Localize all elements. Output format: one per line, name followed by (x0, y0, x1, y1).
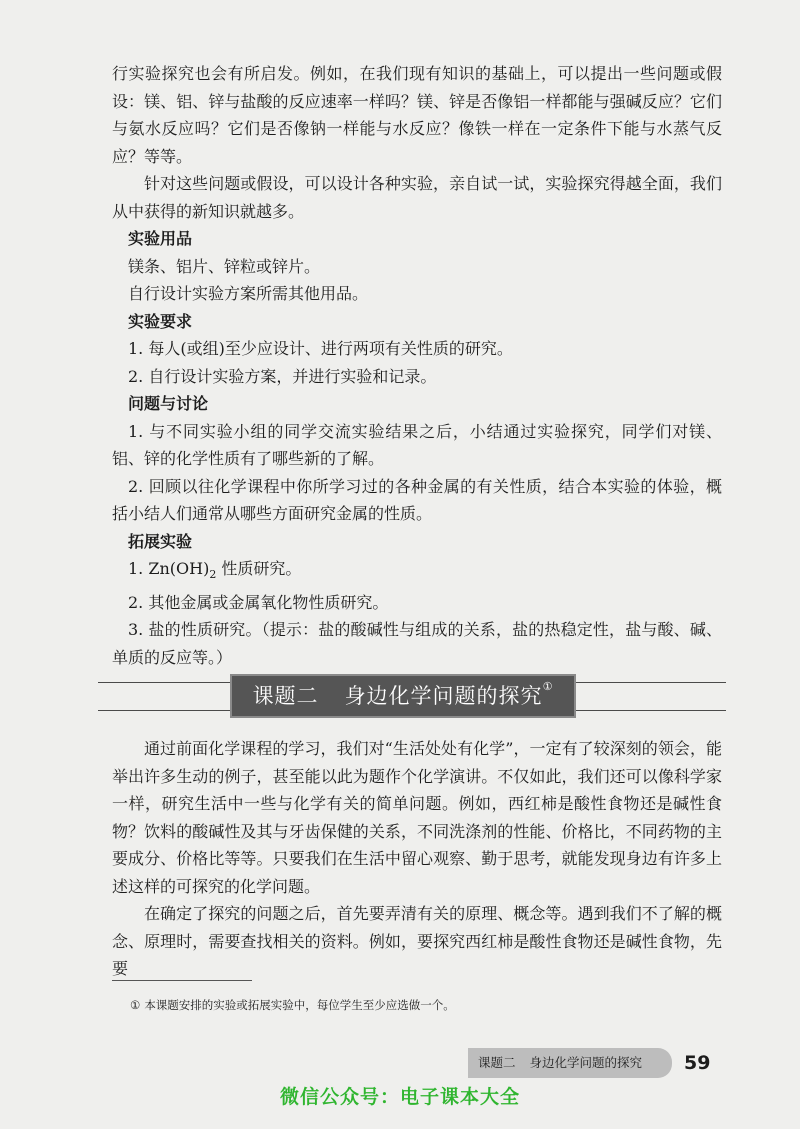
materials-item-1: 镁条、铝片、锌粒或锌片。 (128, 256, 321, 276)
discussion-item-2: 2. 回顾以往化学课程中你所学习过的各种金属的有关性质，结合本实验的体验，概括小结人们通常从哪些方面研究金属的性质。 (112, 476, 722, 523)
footer-title: 身边化学问题的探究 (529, 1055, 643, 1070)
paragraph-2: 针对这些问题或假设，可以设计各种实验，亲自试一试，实验探究得越全面，我们从中获得的新知识就越多。 (112, 174, 722, 221)
page-number: 59 (684, 1052, 711, 1074)
section-content (112, 60, 722, 671)
footnote-text: 本课题安排的实验或拓展实验中，每位学生至少应选做一个。 (144, 998, 455, 1012)
extension-item-1-prefix: 1. Zn(OH) (128, 559, 210, 578)
requirement-item-1: 1. 每人(或组)至少应设计、进行两项有关性质的研究。 (128, 339, 513, 358)
section2-content (112, 735, 722, 983)
watermark-text: 微信公众号：电子课本大全 (279, 1086, 520, 1108)
materials-heading: 实验用品 (128, 229, 193, 248)
section-banner (98, 672, 726, 722)
discussion-item-1: 1. 与不同实验小组的同学交流实验结果之后，小结通过实验探究，同学们对镁、铝、锌的化学性质有了哪些新的了解。 (112, 421, 722, 468)
banner-title: 身边化学问题的探究 (344, 684, 543, 708)
banner-label: 课题二 (252, 684, 319, 708)
footer-label: 课题二 (478, 1055, 516, 1070)
intro-paragraph: 行实验探究也会有所启发。例如，在我们现有知识的基础上，可以提出一些问题或假设：镁、铝、锌与盐酸的反应速率一样吗？镁、锌是否像铝一样都能与强碱反应？它们与氨水反应吗？它们是否像钠一样能与水反应？像铁一样在一定条件下能与水蒸气反应？等等。 (112, 64, 722, 166)
extension-heading: 拓展实验 (128, 531, 193, 551)
requirement-item-2: 2. 自行设计实验方案，并进行实验和记录。 (128, 366, 437, 386)
section2-paragraph-1: 通过前面化学课程的学习，我们对“生活处处有化学”，一定有了较深刻的领会，能举出许多生动的例子，甚至能以此为题作个化学演讲。不仅如此，我们还可以像科学家一样，研究生活中一些与化学有关的简单问题。例如，西红柿是酸性食物还是碱性食物？饮料的酸碱性及其与牙齿保健的关系，不同洗涤剂的性能、价格比，不同药物的主要成分、价格比等等。只要我们在生活中留心观察、勤于思考，就能发现身边有许多上述这样的可探究的化学问题。 (112, 739, 722, 896)
extension-item-3: 3. 盐的性质研究。（提示：盐的酸碱性与组成的关系，盐的热稳定性，盐与酸、碱、单质的反应等。） (112, 620, 722, 667)
footnote (130, 997, 720, 1013)
requirements-heading: 实验要求 (128, 311, 193, 331)
section2-paragraph-2: 在确定了探究的问题之后，首先要弄清有关的原理、概念等。遇到我们不了解的概念、原理时，需要查找相关的资料。例如，要探究西红柿是酸性食物还是碱性食物，先要 (112, 904, 722, 978)
footnote-mark: ① (130, 998, 141, 1012)
extension-item-1 (112, 555, 722, 589)
discussion-heading: 问题与讨论 (128, 394, 209, 413)
extension-item-2: 2. 其他金属或金属氧化物性质研究。 (128, 592, 389, 612)
running-footer (468, 1048, 672, 1078)
materials-item-2: 自行设计实验方案所需其他用品。 (128, 284, 369, 303)
banner-title-box (230, 674, 576, 718)
extension-item-1-subscript: 2 (209, 568, 217, 582)
extension-item-1-suffix: 性质研究。 (216, 559, 302, 578)
banner-footnote-mark: ① (542, 680, 554, 693)
footnote-divider (112, 980, 252, 981)
